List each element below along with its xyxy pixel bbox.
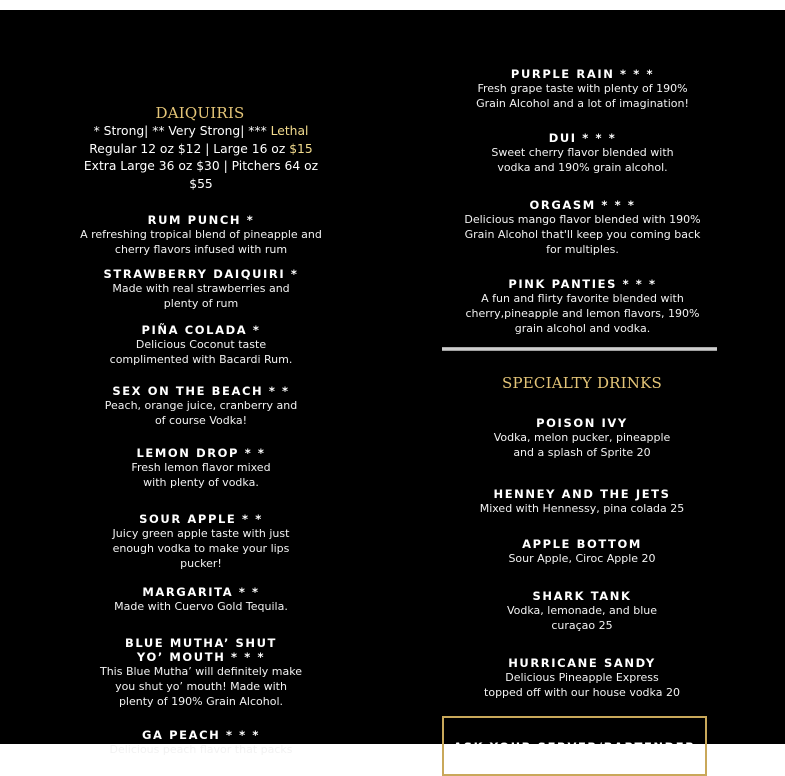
- item-name: STRAWBERRY DAIQUIRI *: [103, 267, 299, 281]
- item-name: SOUR APPLE * *: [139, 512, 263, 526]
- item-desc: Grain Alcohol and a lot of imagination!: [476, 97, 689, 110]
- sizes-line-3: $55: [189, 177, 213, 191]
- item-desc: with plenty of vodka.: [143, 476, 259, 489]
- item-name: PURPLE RAIN * * *: [510, 67, 655, 81]
- menu-item-pink-panties: [440, 277, 725, 336]
- sizes-line-1: [50, 141, 352, 159]
- daiquiris-heading: DAIQUIRIS: [155, 104, 245, 122]
- item-desc: plenty of 190% Grain Alcohol.: [118, 695, 284, 708]
- item-desc: Delicious mango flavor blended with 190%: [464, 213, 701, 226]
- item-desc: Made with Cuervo Gold Tequila.: [114, 600, 288, 613]
- menu-item-rum-punch: [60, 213, 342, 257]
- item-name: GA PEACH * * *: [141, 728, 261, 742]
- item-desc: Delicious peach flavor that packs: [109, 743, 293, 756]
- menu-item-sour-apple: [60, 512, 342, 571]
- large-price: $15: [289, 142, 313, 156]
- item-desc: plenty of rum: [163, 297, 239, 310]
- sizes-text-1: Regular 12 oz $12 | Large 16 oz: [89, 142, 290, 156]
- menu-item-lemon-drop: [60, 446, 342, 490]
- item-desc: Peach, orange juice, cranberry and: [104, 399, 298, 412]
- menu-item-pina-colada: [60, 323, 342, 367]
- item-name: HENNEY AND THE JETS: [493, 487, 671, 501]
- item-desc: Made with real strawberries and: [112, 282, 290, 295]
- item-desc: curaçao 25: [551, 619, 613, 632]
- menu-item-ga-peach: [60, 728, 342, 757]
- item-desc: and a splash of Sprite 20: [513, 446, 651, 459]
- menu-item-apple-bottom: [442, 537, 722, 566]
- item-desc: A fun and flirty favorite blended with: [481, 292, 684, 305]
- item-desc: Sour Apple, Ciroc Apple 20: [508, 552, 656, 565]
- menu-page: [0, 10, 785, 756]
- menu-item-hurricane-sandy: [442, 656, 722, 700]
- item-name: MARGARITA * *: [142, 585, 260, 599]
- item-desc: enough vodka to make your lips: [112, 542, 290, 555]
- item-desc: Vodka, lemonade, and blue: [507, 604, 657, 617]
- menu-item-poison-ivy: [442, 416, 722, 460]
- section-divider: [442, 347, 717, 351]
- item-desc: of course Vodka!: [154, 414, 248, 427]
- menu-item-sex-on-the-beach: [60, 384, 342, 428]
- item-desc: pucker!: [180, 557, 222, 570]
- item-name: SEX ON THE BEACH * *: [112, 384, 290, 398]
- item-desc: Grain Alcohol that'll keep you coming back: [464, 228, 701, 241]
- item-desc: cherry flavors infused with rum: [114, 243, 288, 256]
- item-name: POISON IVY: [536, 416, 628, 430]
- item-desc: A refreshing tropical blend of pineapple and: [80, 228, 322, 241]
- menu-item-strawberry-daiquiri: [60, 267, 342, 311]
- item-desc: for multiples.: [546, 243, 619, 256]
- item-name-line-2: YO’ MOUTH * * *: [136, 650, 266, 664]
- item-name: HURRICANE SANDY: [508, 656, 656, 670]
- item-desc: Mixed with Hennessy, pina colada 25: [479, 502, 685, 515]
- item-desc: Juicy green apple taste with just: [112, 527, 290, 540]
- strength-lethal: Lethal: [270, 124, 309, 138]
- strength-legend-text: * Strong| ** Very Strong| ***: [93, 124, 271, 138]
- item-name: BLUE MUTHA’ SHUT: [124, 636, 278, 650]
- item-name: PIÑA COLADA *: [141, 323, 261, 337]
- menu-item-margarita: [60, 585, 342, 614]
- item-name: LEMON DROP * *: [136, 446, 266, 460]
- ask-server-text: ASK YOUR SERVER/BARTENDER: [453, 740, 696, 754]
- item-name: PINK PANTIES * * *: [508, 277, 657, 291]
- item-name: ORGASM * * *: [529, 198, 636, 212]
- item-desc: grain alcohol and vodka.: [514, 322, 651, 335]
- menu-item-dui: [440, 131, 725, 175]
- item-desc: Fresh lemon flavor mixed: [131, 461, 271, 474]
- menu-item-purple-rain: [440, 67, 725, 111]
- item-desc: vodka and 190% grain alcohol.: [497, 161, 668, 174]
- item-desc: Delicious Pineapple Express: [505, 671, 659, 684]
- item-name: DUI * * *: [548, 131, 617, 145]
- menu-item-henney-and-the-jets: [442, 487, 722, 516]
- item-desc: Sweet cherry flavor blended with: [491, 146, 674, 159]
- item-name: APPLE BOTTOM: [522, 537, 642, 551]
- item-desc: cherry,pineapple and lemon flavors, 190%: [465, 307, 700, 320]
- item-desc: Delicious Coconut taste: [135, 338, 267, 351]
- item-desc: This Blue Mutha’ will definitely make: [99, 665, 302, 678]
- item-name: RUM PUNCH *: [147, 213, 255, 227]
- item-desc: topped off with our house vodka 20: [484, 686, 680, 699]
- item-desc: Fresh grape taste with plenty of 190%: [477, 82, 688, 95]
- item-desc: Vodka, melon pucker, pineapple: [493, 431, 671, 444]
- item-desc: complimented with Bacardi Rum.: [109, 353, 293, 366]
- strength-legend: [60, 123, 342, 141]
- menu-item-orgasm: [440, 198, 725, 257]
- menu-item-blue-mutha: [60, 636, 342, 709]
- menu-item-shark-tank: [442, 589, 722, 633]
- specialty-drinks-heading: SPECIALTY DRINKS: [501, 374, 663, 392]
- sizes-line-2: Extra Large 36 oz $30 | Pitchers 64 oz: [83, 159, 319, 173]
- item-desc: you shut yo’ mouth! Made with: [115, 680, 287, 693]
- ask-server-box: [442, 716, 707, 776]
- item-name: SHARK TANK: [532, 589, 632, 603]
